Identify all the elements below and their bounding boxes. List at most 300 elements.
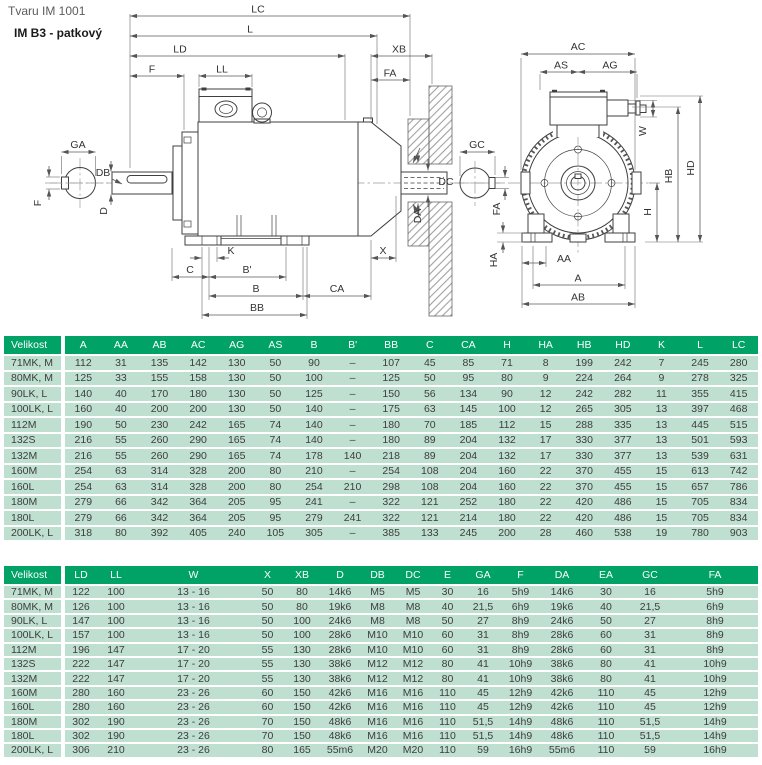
table-cell: 420 [565, 510, 604, 526]
table-cell: 50 [252, 585, 283, 599]
dim-label-a: A [574, 272, 582, 285]
table-cell: – [333, 402, 372, 418]
table-cell: 100 [488, 402, 527, 418]
table-cell: 14h9 [501, 729, 540, 743]
table-cell: M5 [359, 585, 396, 599]
rear-shaft-end-view [452, 139, 509, 215]
table-cell: 705 [681, 510, 720, 526]
table-cell: 80 [252, 743, 283, 757]
column-header: HD [604, 336, 643, 355]
table-cell: 12h9 [672, 700, 758, 714]
table-cell: 40 [102, 402, 141, 418]
table-cell: 89 [410, 448, 449, 464]
column-header: H [488, 336, 527, 355]
table-cell: 486 [604, 495, 643, 511]
table-row [4, 417, 758, 433]
table-cell: 110 [584, 729, 628, 743]
column-header: GA [465, 566, 501, 585]
row-label: 200LK, L [4, 743, 63, 757]
table-cell: 121 [410, 495, 449, 511]
table-cell: 95 [256, 495, 295, 511]
column-header: Velikost [4, 336, 63, 355]
table-cell: 48k6 [540, 715, 584, 729]
fan-cover [358, 122, 401, 236]
table-cell: 170 [140, 386, 179, 402]
table-cell: 157 [63, 628, 97, 642]
dim-label-k: K [227, 245, 235, 257]
column-header: HA [526, 336, 565, 355]
page-title: Tvaru IM 1001 [8, 4, 86, 18]
table-cell: 200 [179, 402, 218, 418]
table-cell: 397 [681, 402, 720, 418]
table-cell: 322 [372, 510, 411, 526]
table-cell: 241 [333, 510, 372, 526]
table-cell: 486 [604, 510, 643, 526]
table-cell: 282 [604, 386, 643, 402]
table-cell: 48k6 [321, 729, 359, 743]
row-label: 160M [4, 464, 63, 480]
dim-label-xb: XB [391, 43, 407, 56]
row-label: 112M [4, 643, 63, 657]
foot-left [522, 233, 552, 242]
table-cell: 80 [430, 671, 465, 685]
table-cell: 6h9 [672, 599, 758, 613]
row-label: 132M [4, 671, 63, 685]
table-cell: 100 [283, 628, 321, 642]
row-label: 71MK, M [4, 355, 63, 371]
dim-label-w: W [637, 126, 649, 136]
column-header: LL [97, 566, 135, 585]
table-cell: 41 [465, 671, 501, 685]
table-cell: 122 [63, 585, 97, 599]
table-cell: 364 [179, 510, 218, 526]
table-cell: 41 [465, 657, 501, 671]
table-cell: 80 [488, 371, 527, 387]
table-cell: 200 [140, 402, 179, 418]
table-cell: 23 - 26 [135, 700, 252, 714]
column-header: F [501, 566, 540, 585]
table-cell: 199 [565, 355, 604, 371]
table-cell: 210 [333, 479, 372, 495]
table-cell: 145 [449, 402, 488, 418]
table-cell: 16h9 [672, 743, 758, 757]
table-cell: 15 [642, 510, 681, 526]
table-cell: 415 [719, 386, 758, 402]
table-cell: 42k6 [540, 686, 584, 700]
table-cell: 242 [565, 386, 604, 402]
table-cell: – [333, 526, 372, 542]
table-cell: 105 [256, 526, 295, 542]
dimension-table-2 [4, 566, 758, 759]
table-cell: 80 [430, 657, 465, 671]
table-cell: – [333, 355, 372, 371]
rear-key-section [489, 178, 495, 189]
table-cell: 8h9 [672, 628, 758, 642]
table-cell: 834 [719, 495, 758, 511]
table-cell: 50 [256, 371, 295, 387]
table-cell: 112 [63, 355, 102, 371]
table-cell: M10 [359, 628, 396, 642]
dim-label-lc: LC [251, 3, 265, 16]
table-cell: 74 [256, 417, 295, 433]
dim-label-ll: LL [216, 63, 228, 76]
table-cell: 74 [256, 433, 295, 449]
table-cell: 254 [63, 464, 102, 480]
table-cell: 41 [628, 657, 672, 671]
table-cell: 147 [97, 671, 135, 685]
column-header: K [642, 336, 681, 355]
table-cell: 178 [295, 448, 334, 464]
table-cell: 130 [283, 657, 321, 671]
row-label: 132S [4, 433, 63, 449]
table-cell: 8 [526, 355, 565, 371]
table-cell: 140 [333, 448, 372, 464]
table-cell: 14k6 [540, 585, 584, 599]
table-cell: 455 [604, 479, 643, 495]
table-cell: M12 [396, 657, 430, 671]
column-header: B [295, 336, 334, 355]
table-cell: 468 [719, 402, 758, 418]
table-cell: 252 [449, 495, 488, 511]
table-cell: 28k6 [321, 628, 359, 642]
table-cell: 45 [628, 686, 672, 700]
table-cell: 501 [681, 433, 720, 449]
table-cell: 71 [488, 355, 527, 371]
table-cell: M20 [359, 743, 396, 757]
dim-label-b: B [252, 283, 260, 295]
table-cell: 60 [252, 686, 283, 700]
table-cell: 279 [63, 510, 102, 526]
table-cell: 33 [102, 371, 141, 387]
table-cell: 165 [217, 417, 256, 433]
column-header: FA [672, 566, 758, 585]
table-cell: 17 - 20 [135, 643, 252, 657]
table-cell: – [333, 433, 372, 449]
header-row [4, 336, 758, 355]
table-cell: 56 [410, 386, 449, 402]
table-cell: 60 [430, 628, 465, 642]
table-cell: 279 [295, 510, 334, 526]
table-cell: 50 [410, 371, 449, 387]
table-cell: 150 [283, 715, 321, 729]
row-label: 90LK, L [4, 614, 63, 628]
table-cell: 190 [63, 417, 102, 433]
table-cell: 50 [256, 386, 295, 402]
table-cell: 132 [488, 448, 527, 464]
table-cell: 13 - 16 [135, 599, 252, 613]
table-cell: 200 [217, 479, 256, 495]
table-cell: – [333, 417, 372, 433]
row-label: 180M [4, 715, 63, 729]
table-cell: 12h9 [672, 686, 758, 700]
table-cell: 302 [63, 729, 97, 743]
foot-right [605, 233, 635, 242]
table-cell: 22 [526, 495, 565, 511]
table-cell: 245 [681, 355, 720, 371]
table-cell: 100 [97, 585, 135, 599]
row-label: 80MK, M [4, 599, 63, 613]
table-cell: M16 [359, 700, 396, 714]
table-cell: 298 [372, 479, 411, 495]
table-row [4, 657, 758, 671]
dim-label-aa: AA [556, 253, 572, 265]
table-cell: 224 [565, 371, 604, 387]
table-cell: 260 [140, 448, 179, 464]
dim-label-ha: HA [488, 252, 500, 268]
table-cell: M12 [359, 671, 396, 685]
table-cell: 19k6 [321, 599, 359, 613]
table-cell: 90 [488, 386, 527, 402]
dim-label-fa-key: FA [491, 202, 503, 216]
table-cell: 593 [719, 433, 758, 449]
table-cell: 23 - 26 [135, 743, 252, 757]
motor-frame [198, 122, 358, 236]
table-cell: 134 [449, 386, 488, 402]
table-cell: 59 [628, 743, 672, 757]
table-cell: 17 - 20 [135, 657, 252, 671]
table-cell: 302 [63, 715, 97, 729]
table-cell: 70 [410, 417, 449, 433]
table-cell: 80 [256, 479, 295, 495]
table-cell: 328 [179, 479, 218, 495]
table-cell: 100 [283, 614, 321, 628]
dim-label-hd: HD [685, 160, 697, 176]
table-cell: 30 [430, 585, 465, 599]
table-cell: M8 [359, 614, 396, 628]
table-cell: 48k6 [540, 729, 584, 743]
table-cell: 515 [719, 417, 758, 433]
table-cell: 48k6 [321, 715, 359, 729]
table-cell: 50 [256, 355, 295, 371]
table-cell: 260 [140, 433, 179, 449]
table-cell: 342 [140, 510, 179, 526]
column-header: A [63, 336, 102, 355]
table-cell: 51,5 [465, 729, 501, 743]
column-header: AB [140, 336, 179, 355]
table-cell: 22 [526, 510, 565, 526]
table-cell: 16 [628, 585, 672, 599]
table-cell: 50 [430, 614, 465, 628]
dim-label-f: F [148, 63, 156, 76]
table-cell: 42k6 [321, 686, 359, 700]
table-cell: 13 - 16 [135, 628, 252, 642]
table-cell: M8 [359, 599, 396, 613]
table-row [4, 479, 758, 495]
table-row [4, 355, 758, 371]
dim-label-ld: LD [173, 43, 187, 56]
table-cell: 355 [681, 386, 720, 402]
table-cell: 27 [628, 614, 672, 628]
table-cell: M12 [359, 657, 396, 671]
table-cell: 15 [642, 479, 681, 495]
table-cell: 108 [410, 479, 449, 495]
dim-label-l: L [247, 23, 253, 36]
table-cell: 110 [430, 743, 465, 757]
row-label: 100LK, L [4, 402, 63, 418]
table-row [4, 495, 758, 511]
table-cell: 60 [430, 643, 465, 657]
wall-section [429, 86, 452, 164]
table-cell: 121 [410, 510, 449, 526]
column-header: CA [449, 336, 488, 355]
table-cell: 216 [63, 448, 102, 464]
table-cell: M10 [396, 643, 430, 657]
table-cell: 23 - 26 [135, 715, 252, 729]
table-cell: 204 [449, 433, 488, 449]
table-row [4, 464, 758, 480]
table-cell: M16 [359, 686, 396, 700]
table-cell: 377 [604, 448, 643, 464]
table-cell: 305 [604, 402, 643, 418]
table-cell: – [333, 495, 372, 511]
table-cell: 55 [252, 671, 283, 685]
dim-label-b-prime: B' [242, 264, 252, 276]
table-cell: 9 [642, 371, 681, 387]
table-cell: 196 [63, 643, 97, 657]
table-cell: 205 [217, 510, 256, 526]
table-cell: 705 [681, 495, 720, 511]
table-cell: 6h9 [501, 599, 540, 613]
table-cell: 21,5 [628, 599, 672, 613]
column-header: W [135, 566, 252, 585]
table-cell: 204 [449, 464, 488, 480]
table-cell: 165 [283, 743, 321, 757]
table-cell: 50 [584, 614, 628, 628]
table-cell: 180 [372, 433, 411, 449]
table-cell: 23 - 26 [135, 686, 252, 700]
table-cell: 241 [295, 495, 334, 511]
table-cell: 160 [63, 402, 102, 418]
table-cell: M16 [359, 729, 396, 743]
table-cell: 55 [102, 433, 141, 449]
table-cell: 55 [252, 657, 283, 671]
table-cell: 22 [526, 479, 565, 495]
table-cell: 70 [252, 715, 283, 729]
bearing-shield [173, 146, 182, 220]
table-cell: M16 [396, 700, 430, 714]
table-cell: 31 [628, 643, 672, 657]
row-label: 112M [4, 417, 63, 433]
table-cell: 210 [97, 743, 135, 757]
table-cell: 9 [526, 371, 565, 387]
table-row [4, 386, 758, 402]
table-cell: 130 [217, 402, 256, 418]
dim-label-bb: BB [249, 302, 265, 314]
dim-label-ac: AC [570, 41, 586, 53]
table-cell: 110 [430, 715, 465, 729]
table-cell: 370 [565, 464, 604, 480]
table-cell: 180 [372, 417, 411, 433]
table-cell: 160 [97, 700, 135, 714]
dim-label-hb: HB [663, 168, 675, 184]
column-header: L [681, 336, 720, 355]
table-cell: 55 [102, 448, 141, 464]
table-cell: 160 [488, 479, 527, 495]
table-cell: 335 [604, 417, 643, 433]
table-cell: 631 [719, 448, 758, 464]
table-cell: 42k6 [321, 700, 359, 714]
table-cell: 13 - 16 [135, 614, 252, 628]
table-cell: 38k6 [540, 671, 584, 685]
table-cell: 90 [295, 355, 334, 371]
table-cell: M16 [396, 686, 430, 700]
table-cell: 142 [179, 355, 218, 371]
table-cell: 30 [584, 585, 628, 599]
table-cell: 28k6 [540, 643, 584, 657]
table-cell: 786 [719, 479, 758, 495]
table-cell: 218 [372, 448, 411, 464]
table-cell: 50 [252, 614, 283, 628]
table-cell: 17 [526, 433, 565, 449]
table-cell: 112 [488, 417, 527, 433]
table-cell: 50 [256, 402, 295, 418]
table-cell: 55m6 [321, 743, 359, 757]
table-cell: M16 [396, 715, 430, 729]
table-cell: 190 [97, 715, 135, 729]
table-cell: 10h9 [501, 657, 540, 671]
table-cell: 50 [102, 417, 141, 433]
table-row [4, 643, 758, 657]
table-cell: 185 [449, 417, 488, 433]
table-cell: 110 [584, 686, 628, 700]
table-cell: 742 [719, 464, 758, 480]
table-cell: 12 [526, 386, 565, 402]
table-cell: 135 [140, 355, 179, 371]
column-header: BB [372, 336, 411, 355]
table-cell: 130 [217, 371, 256, 387]
table-cell: 40 [102, 386, 141, 402]
dimension-table-1 [4, 336, 758, 542]
table-cell: 8h9 [672, 614, 758, 628]
table-cell: 392 [140, 526, 179, 542]
table-cell: 125 [295, 386, 334, 402]
table-cell: 80 [283, 585, 321, 599]
table-row [4, 526, 758, 542]
table-cell: 133 [410, 526, 449, 542]
table-cell: 80 [283, 599, 321, 613]
table-cell: 280 [719, 355, 758, 371]
table-cell: 12h9 [501, 700, 540, 714]
header-row [4, 566, 758, 585]
table-cell: 8h9 [501, 614, 540, 628]
column-header: C [410, 336, 449, 355]
table-row [4, 433, 758, 449]
table-cell: 50 [252, 599, 283, 613]
table-cell: 12 [526, 402, 565, 418]
row-label: 160L [4, 700, 63, 714]
column-header: EA [584, 566, 628, 585]
row-label: 180M [4, 495, 63, 511]
table-cell: 100 [97, 614, 135, 628]
row-label: 132M [4, 448, 63, 464]
table-cell: 22 [526, 464, 565, 480]
table-cell: 41 [628, 671, 672, 685]
table-cell: 342 [140, 495, 179, 511]
table-cell: 242 [179, 417, 218, 433]
table-cell: 11 [642, 386, 681, 402]
table-cell: 216 [63, 433, 102, 449]
table-cell: 140 [295, 402, 334, 418]
table-cell: 455 [604, 464, 643, 480]
table-cell: 445 [681, 417, 720, 433]
motor-front-view [508, 90, 650, 254]
table-cell: 42k6 [540, 700, 584, 714]
table-cell: M10 [359, 643, 396, 657]
row-label: 132S [4, 657, 63, 671]
table-cell: 95 [449, 371, 488, 387]
table-cell: 14h9 [501, 715, 540, 729]
table-cell: 60 [252, 700, 283, 714]
